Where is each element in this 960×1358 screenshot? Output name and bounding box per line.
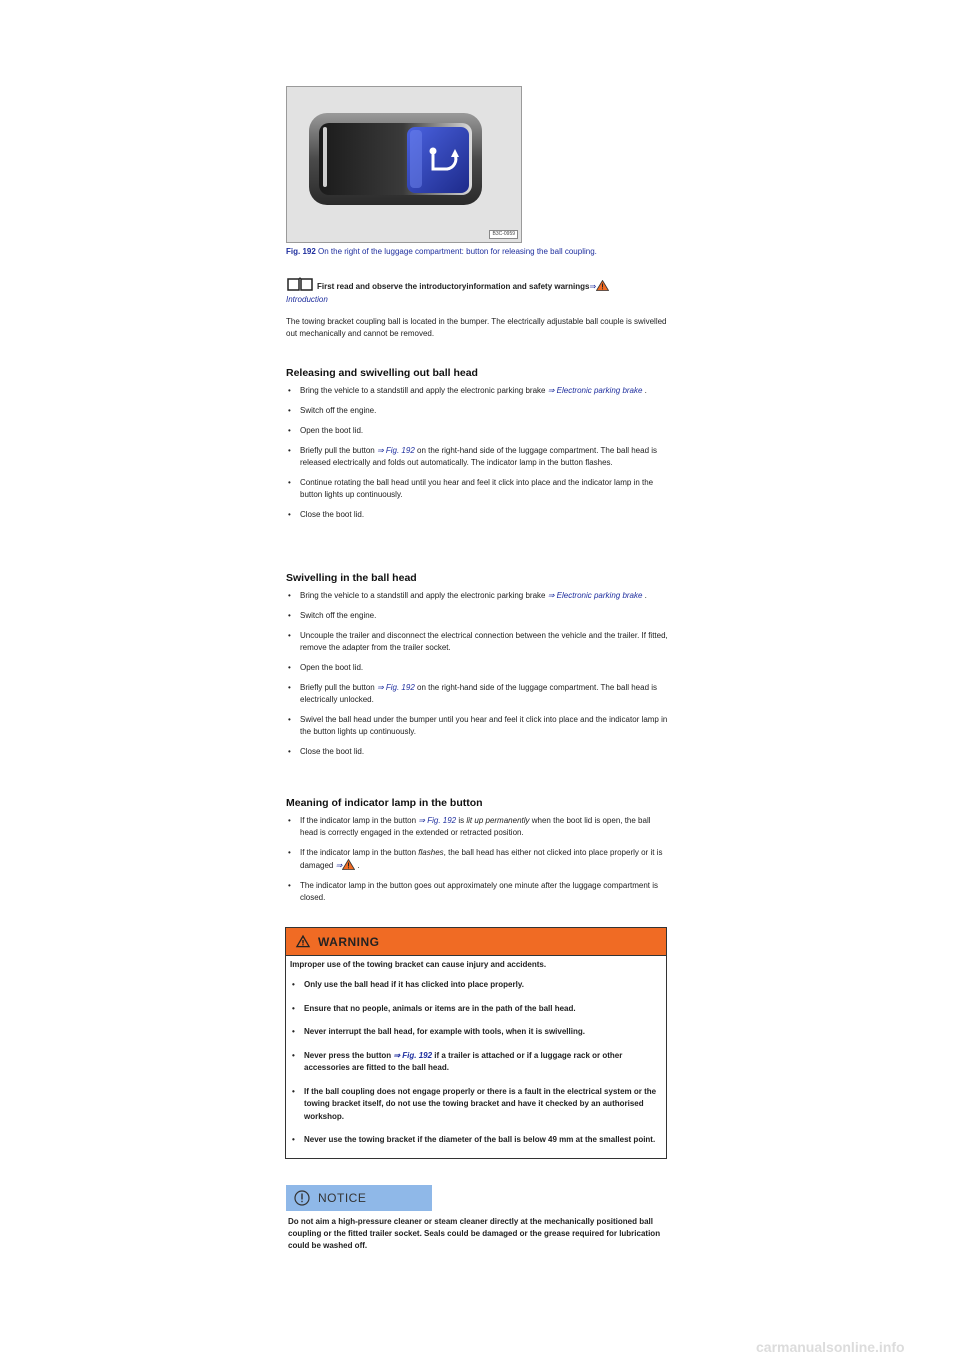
list-item: • If the ball coupling does not engage properly or there is a fault in the electrical system or the towing bracket itself, do not use the towing bracket and have it checked by an authorised workshop. [290,1086,662,1124]
fig-192-link[interactable]: ⇒ Fig. 192 [376,446,415,455]
ball-coupling-button-illustration [287,87,522,243]
section-heading-indicator-lamp: Meaning of indicator lamp in the button [286,797,483,809]
list-item: • Bring the vehicle to a standstill and apply the electronic parking brake ⇒ Electronic parking brake . [286,590,670,602]
warning-lead: Improper use of the towing bracket can cause injury and accidents. [290,960,547,969]
list-item: • The indicator lamp in the button goes out approximately one minute after the luggage compartment is closed. [286,880,670,904]
releasing-steps [286,385,670,529]
intro-note [286,277,686,291]
warning-list [290,979,662,1158]
list-item: • Never interrupt the ball head, for example with tools, when it is swivelling. [290,1026,662,1039]
warning-arrow-link[interactable]: ⇒ [335,861,343,870]
notice-text: Do not aim a high-pressure cleaner or steam cleaner directly at the mechanically positioned ball coupling or the fitted trailer socket. Seals could be damaged or the grease required for lubrication could be washed off. [288,1217,661,1250]
intro-arrow: ⇒ [589,282,597,291]
section-heading-swivelling-in: Swivelling in the ball head [286,572,417,584]
book-icon [286,277,314,291]
notice-title: NOTICE [318,1191,367,1205]
list-item: • Bring the vehicle to a standstill and apply the electronic parking brake ⇒ Electronic parking brake . [286,385,670,397]
figure-caption-text: On the right of the luggage compartment: button for releasing the ball coupling. [318,247,597,256]
warning-box [285,927,667,1159]
list-item: • If the indicator lamp in the button flashes, the ball head has either not clicked into place properly or it is damaged ⇒ . [286,847,670,872]
figure-caption [286,247,597,256]
introduction-link[interactable]: Introduction [286,295,328,304]
list-item: • Ensure that no people, animals or items are in the path of the ball head. [290,1003,662,1016]
fig-192-link[interactable]: ⇒ Fig. 192 [393,1050,433,1060]
intro-paragraph: The towing bracket coupling ball is located in the bumper. The electrically adjustable ball couple is swivelled out mechanically and cannot be removed. [286,317,667,338]
electronic-parking-brake-link[interactable]: ⇒ Electronic parking brake [547,591,643,600]
list-item: • Briefly pull the button ⇒ Fig. 192 on the right-hand side of the luggage compartment. The ball head is electrically unlocked. [286,682,670,706]
section-heading-releasing: Releasing and swivelling out ball head [286,367,478,379]
list-item: • Open the boot lid. [286,425,670,437]
figure-192-image [286,86,522,243]
list-item: • Swivel the ball head under the bumper until you hear and feel it click into place and the indicator lamp in the button lights up continuously. [286,714,670,738]
list-item: • Uncouple the trailer and disconnect the electrical connection between the vehicle and the trailer. If fitted, remove the adapter from the trailer socket. [286,630,670,654]
list-item: • Never use the towing bracket if the diameter of the ball is below 49 mm at the smallest point. [290,1134,662,1147]
electronic-parking-brake-link[interactable]: ⇒ Electronic parking brake [547,386,643,395]
list-item: • Switch off the engine. [286,405,670,417]
warning-title: WARNING [318,935,380,949]
list-item: • Briefly pull the button ⇒ Fig. 192 on the right-hand side of the luggage compartment. The ball head is released electrically and folds out automatically. The indicator lamp in the button flashes. [286,445,670,469]
warning-triangle-icon [596,280,609,291]
warning-header [286,928,666,956]
list-item: • Only use the ball head if it has clicked into place properly. [290,979,662,992]
warning-triangle-icon [295,934,311,948]
list-item: • Close the boot lid. [286,746,670,758]
indicator-meaning-list [286,815,670,912]
figure-code: B3C-0959 [489,230,518,239]
list-item: • Continue rotating the ball head until you hear and feel it click into place and the indicator lamp in the button lights up continuously. [286,477,670,501]
list-item: • Open the boot lid. [286,662,670,674]
list-item: • Switch off the engine. [286,610,670,622]
swivelling-steps [286,590,670,766]
list-item: • If the indicator lamp in the button ⇒ Fig. 192 is lit up permanently when the boot lid is open, the ball head is correctly engaged in the extended or retracted position. [286,815,670,839]
list-item: • Never press the button ⇒ Fig. 192 if a trailer is attached or if a luggage rack or other accessories are fitted to the ball head. [290,1050,662,1075]
warning-triangle-icon [342,859,355,870]
list-item: • Close the boot lid. [286,509,670,521]
intro-text [317,280,609,291]
watermark: carmanualsonline.info [756,1339,905,1355]
exclamation-circle-icon [294,1190,310,1206]
notice-header [286,1185,432,1211]
intro-text-body: First read and observe the introductoryinformation and safety warnings [317,282,590,291]
fig-192-link[interactable]: ⇒ Fig. 192 [376,683,415,692]
fig-192-link[interactable]: ⇒ Fig. 192 [418,816,457,825]
figure-label: Fig. 192 [286,247,316,256]
